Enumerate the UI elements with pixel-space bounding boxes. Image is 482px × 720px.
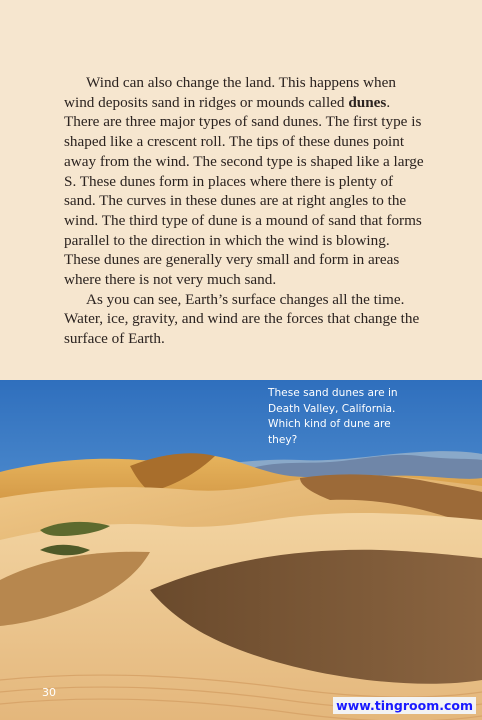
paragraph-1: [64, 73, 424, 290]
paragraph-1-end: . There are three major types of sand dunes. The first type is shaped like a crescent roll. The tips of these dunes point away from the wind. The second type is shaped like a large S. These dunes form in places where there is plenty of sand. The curves in these dunes are at right angles to the wind. The third type of dune is a mound of sand that forms parallel to the direction in which the wind is blowing. These dunes are generally very small and form in areas where there is not very much sand.: [64, 93, 424, 289]
page-number: 30: [42, 686, 56, 699]
glossary-term-dunes: dunes: [348, 93, 387, 111]
paragraph-1-start: Wind can also change the land. This happens when wind deposits sand in ridges or mounds called: [64, 74, 396, 111]
body-text: [64, 73, 424, 349]
photo-caption: These sand dunes are in Death Valley, California. Which kind of dune are they?: [268, 387, 398, 446]
paragraph-2: As you can see, Earth’s surface changes all the time. Water, ice, gravity, and wind are the forces that change the surface of Earth.: [64, 290, 420, 348]
site-watermark: www.tingroom.com: [333, 697, 476, 714]
